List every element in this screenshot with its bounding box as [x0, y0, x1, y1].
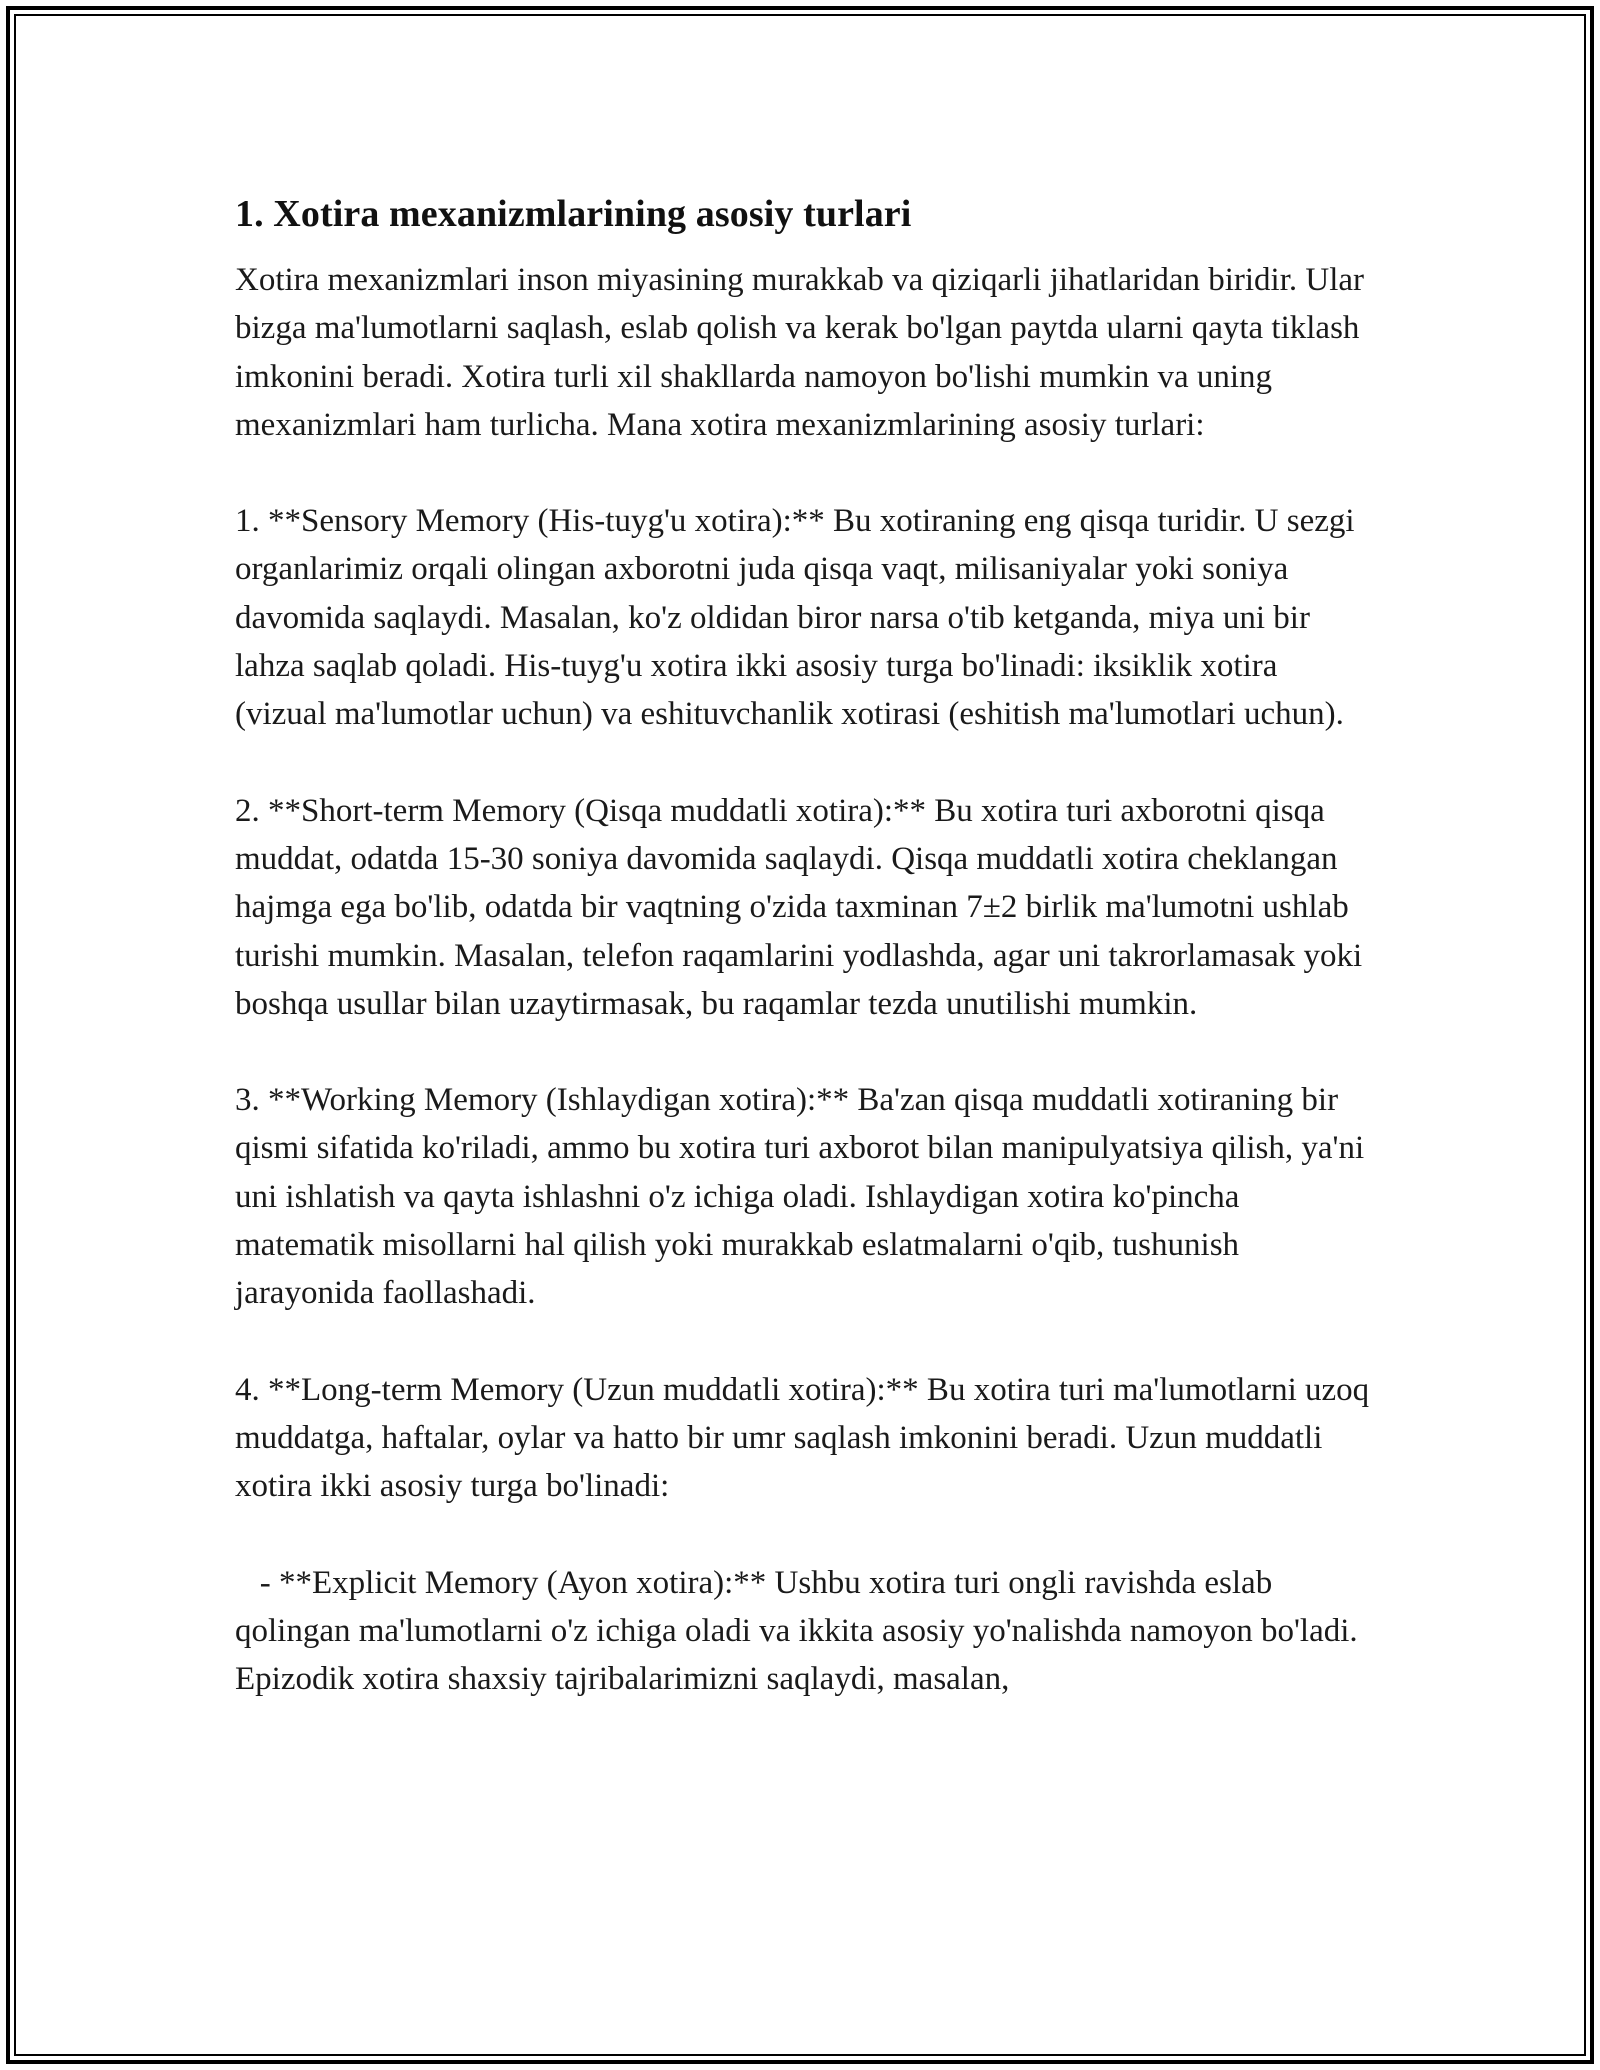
short-term-memory-paragraph: 2. **Short-term Memory (Qisqa muddatli xotira):** Bu xotira turi axborotni qisqa muddat, odatda 15-30 soniya davomida saqlaydi. Qisqa muddatli xotira cheklangan hajmga ega bo'lib, odatda bir vaqtning o'zida taxminan 7±2 birlik ma'lumotni ushlab turishi mumkin. Masalan, telefon raqamlarini yodlashda, agar uni takrorlamasak yoki boshqa usullar bilan uzaytirmasak, bu raqamlar tezda unutilishi mumkin. — [235, 792, 1371, 1022]
explicit-memory-paragraph: - **Explicit Memory (Ayon xotira):** Ushbu xotira turi ongli ravishda eslab qolingan ma'lumotlarni o'z ichiga oladi va ikkita asosiy yo'nalishda namoyon bo'ladi. Epizodik xotira shaxsiy tajribalarimizni saqlaydi, masalan, — [235, 1564, 1366, 1698]
sensory-memory-paragraph: 1. **Sensory Memory (His-tuyg'u xotira):** Bu xotiraning eng qisqa turidir. U sezgi organlarimiz orqali olingan axborotni juda qisqa vaqt, milisaniyalar yoki soniya davomida saqlaydi. Masalan, ko'z oldidan biror narsa o'tib ketganda, miya uni bir lahza saqlab qoladi. His-tuyg'u xotira ikki asosiy turga bo'linadi: iksiklik xotira (vizual ma'lumotlar uchun) va eshituvchanlik xotirasi (eshitish ma'lumotlari uchun). — [235, 503, 1363, 733]
page-title: 1. Xotira mexanizmlarining asosiy turlari — [235, 193, 912, 235]
long-term-memory-paragraph: 4. **Long-term Memory (Uzun muddatli xotira):** Bu xotira turi ma'lumotlarni uzoq muddatga, haftalar, oylar va hatto bir umr saqlash imkonini beradi. Uzun muddatli xotira ikki asosiy turga bo'linadi: — [235, 1371, 1378, 1505]
document-body — [235, 190, 1378, 1703]
working-memory-paragraph: 3. **Working Memory (Ishlaydigan xotira):** Ba'zan qisqa muddatli xotiraning bir qismi sifatida ko'riladi, ammo bu xotira turi axborot bilan manipulyatsiya qilish, ya'ni uni ishlatish va qayta ishlashni o'z ichiga oladi. Ishlaydigan xotira ko'pincha matematik misollarni hal qilish yoki murakkab eslatmalarni o'qib, tushunish jarayonida faollashadi. — [235, 1082, 1373, 1312]
intro-paragraph: Xotira mexanizmlari inson miyasining murakkab va qiziqarli jihatlaridan biridir. Ular bizga ma'lumotlarni saqlash, eslab qolish va kerak bo'lgan paytda ularni qayta tiklash imkonini beradi. Xotira turli xil shakllarda namoyon bo'lishi mumkin va uning mexanizmlari ham turlicha. Mana xotira mexanizmlarining asosiy turlari: — [235, 262, 1373, 443]
